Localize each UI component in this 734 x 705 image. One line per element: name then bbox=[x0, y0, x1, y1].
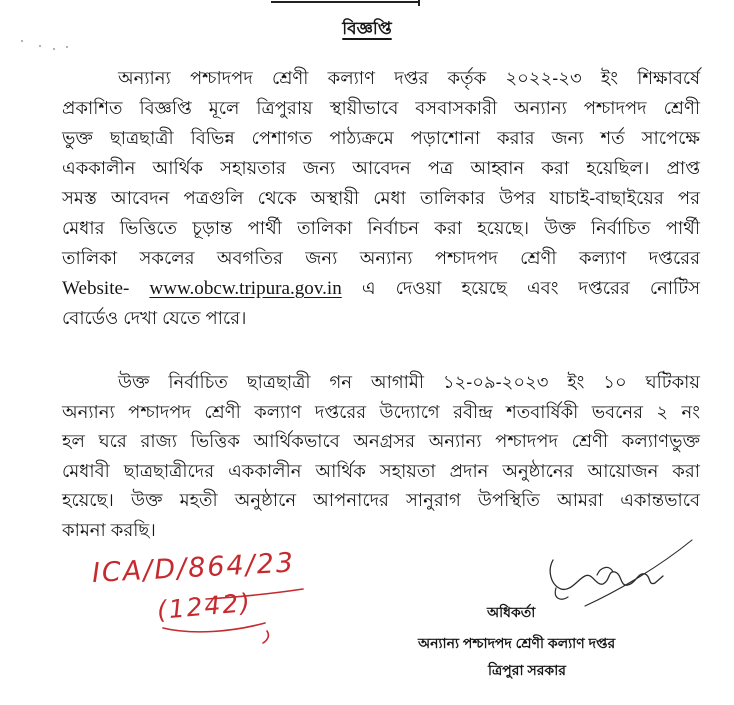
signature-tail bbox=[555, 588, 568, 599]
paragraph-line-text: অন্যান্য পশ্চাদপদ শ্রেণী কল্যাণ দপ্তরের উদ্যোগে রবীন্দ্র শতবার্ষিকী ভবনের ২ নং bbox=[62, 401, 700, 422]
paragraph-line bbox=[62, 456, 700, 486]
notice-title-text: বিজ্ঞপ্তি bbox=[342, 19, 392, 38]
paragraph-line bbox=[62, 367, 700, 397]
scan-speck bbox=[66, 46, 68, 48]
paragraph-line-text: সমস্ত আবেদন পত্রগুলি থেকে অস্থায়ী মেধা তালিকার উপর যাচাই-বাছাইয়ের পর bbox=[62, 188, 700, 208]
signature-flourish bbox=[585, 540, 692, 606]
paragraph-line bbox=[62, 515, 700, 545]
handwritten-reference-number: ICA/D/864/23 bbox=[91, 547, 296, 589]
paragraph-line bbox=[62, 485, 700, 515]
handwritten-serial-number: (1242) bbox=[155, 587, 254, 625]
paragraph-line-text: ভুক্ত ছাত্রছাত্রী বিভিন্ন পেশাগত পাঠ্যক্রমে পড়াশোনা করার জন্য শর্ত সাপেক্ষে bbox=[62, 128, 700, 148]
paragraph-1 bbox=[62, 63, 700, 333]
paragraph-line-text: মেধাবী ছাত্রছাত্রীদের এককালীন আর্থিক সহায়তা প্রদান অনুষ্ঠানের আয়োজন করা bbox=[62, 460, 700, 481]
red-underline-serial bbox=[163, 623, 265, 632]
paragraph-line-text: অন্যান্য পশ্চাদপদ শ্রেণী কল্যাণ দপ্তর কর্তৃক ২০২২-২৩ ইং শিক্ষাবর্ষে bbox=[118, 68, 700, 88]
paragraph-line-text: হল ঘরে রাজ্য ভিত্তিক আর্থিকভাবে অনগ্রসর অন্যান্য পশ্চাদপদ শ্রেণী কল্যাণভুক্ত bbox=[62, 431, 700, 451]
website-line bbox=[62, 273, 700, 304]
website-link[interactable]: www.obcw.tripura.gov.in bbox=[149, 278, 342, 299]
paragraph-line bbox=[62, 183, 700, 213]
paragraph-line-text: হয়েছে। উক্ত মহতী অনুষ্ঠানে আপনাদের সানুরাগ উপস্থিতি আমরা একান্তভাবে bbox=[62, 490, 700, 510]
paragraph-line-text: এককালীন আর্থিক সহায়তার জন্য আবেদন পত্র আহ্বান করা হয়েছিল। প্রাপ্ত bbox=[62, 158, 700, 178]
signature-body bbox=[550, 560, 663, 589]
paragraph-line bbox=[62, 426, 700, 456]
paragraph-line-text: উক্ত নির্বাচিত ছাত্রছাত্রী গন আগামী ১২-০৯-২০২৩ ইং ১০ ঘটিকায় bbox=[118, 372, 700, 392]
paragraph-line bbox=[62, 153, 700, 183]
website-label: Website- bbox=[62, 278, 130, 299]
paragraph-line bbox=[62, 273, 700, 303]
paragraph-line bbox=[62, 213, 700, 243]
signatory-designation: অধিকর্তা bbox=[487, 604, 536, 620]
paragraph-line bbox=[62, 123, 700, 153]
paragraph-line-text: প্রকাশিত বিজ্ঞপ্তি মূলে ত্রিপুরায় স্থায়ীভাবে বসবাসকারী অন্যান্য পশ্চাদপদ শ্রেণী bbox=[62, 98, 700, 118]
paragraph-line bbox=[62, 397, 700, 427]
paragraph-line bbox=[62, 93, 700, 123]
signatory-government: ত্রিপুরা সরকার bbox=[488, 662, 566, 678]
top-rule-fragment bbox=[271, 1, 420, 3]
notice-title bbox=[0, 17, 734, 41]
paragraph-line bbox=[62, 63, 700, 93]
signature bbox=[550, 540, 692, 606]
top-rule-tick bbox=[418, 0, 420, 6]
scan-speck bbox=[53, 48, 55, 50]
paragraph-line bbox=[62, 303, 700, 333]
paragraph-line-text: বোর্ডেও দেখা যেতে পারে। bbox=[62, 308, 247, 328]
signatory-department: অন্যান্য পশ্চাদপদ শ্রেণী কল্যাণ দপ্তর bbox=[418, 635, 616, 651]
paragraph-line-text: মেধার ভিত্তিতে চূড়ান্ত পার্থী তালিকা নির্বাচন করা হয়েছে। উক্ত নির্বাচিত পার্থী bbox=[62, 218, 700, 238]
red-comma-mark bbox=[263, 631, 268, 643]
paragraph-line bbox=[62, 243, 700, 273]
paragraph-line-text: তালিকা সকলের অবগতির জন্য অন্যান্য পশ্চাদপদ শ্রেণী কল্যাণ দপ্তরের bbox=[62, 248, 700, 268]
website-line-rest: এ দেওয়া হয়েছে এবং দপ্তরের নোটিস bbox=[361, 278, 700, 298]
signature-hook bbox=[597, 567, 613, 575]
paragraph-2 bbox=[62, 367, 700, 544]
scan-speck bbox=[39, 45, 41, 47]
paragraph-line-text: কামনা করছি। bbox=[62, 519, 156, 540]
